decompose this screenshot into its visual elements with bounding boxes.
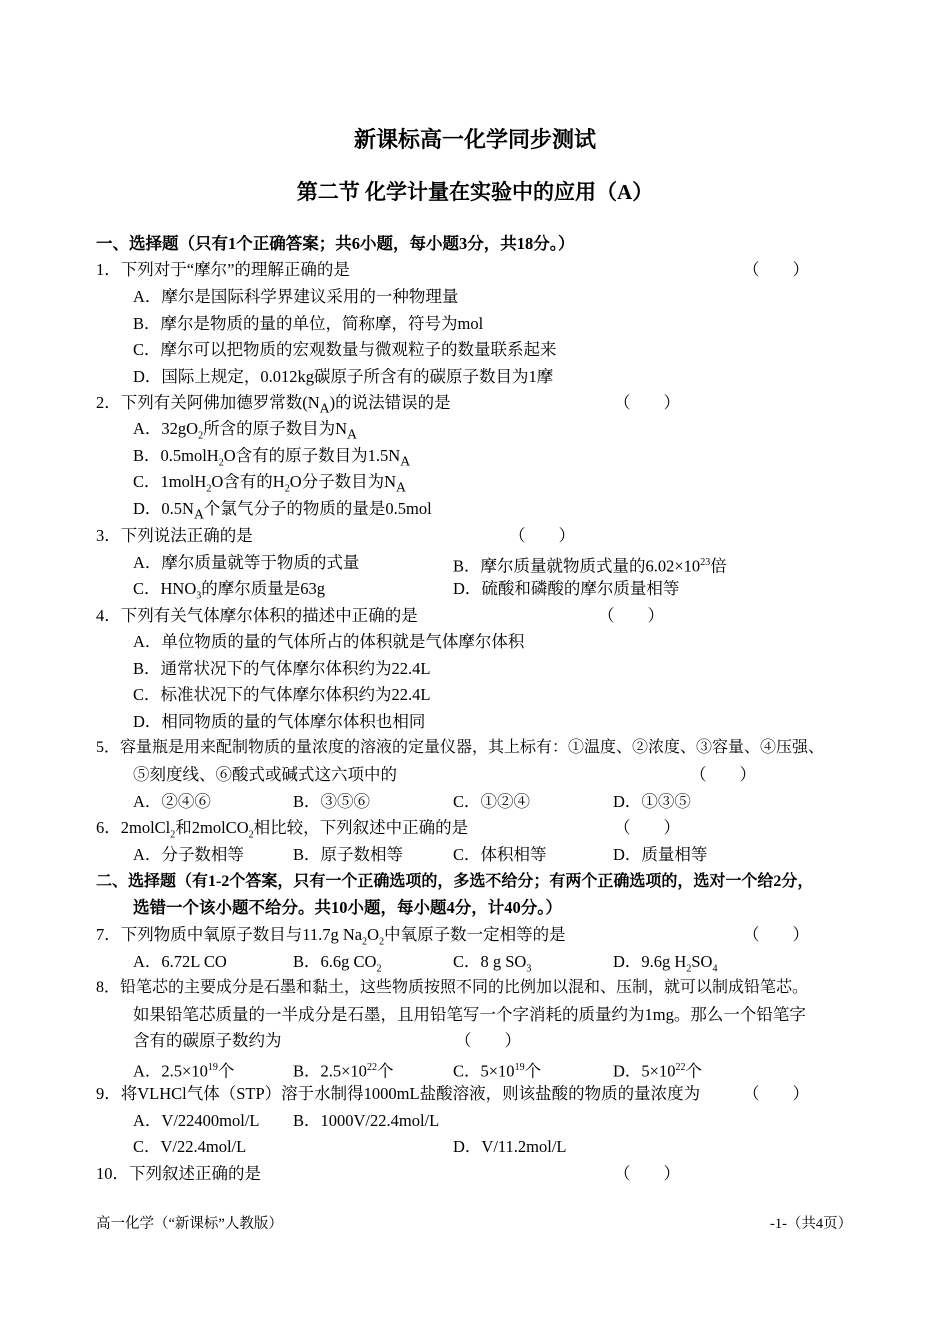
q2-stem-text-end: )的说法错误的是 (329, 393, 451, 412)
question-4-option-a: A．单位物质的量的气体所占的体积就是气体摩尔体积 (133, 632, 525, 651)
q8b-text-end: 个 (376, 1061, 394, 1081)
q2c-sub-3: A (396, 479, 406, 495)
answer-blank-q1: （ ） (743, 260, 809, 279)
section-title: 第二节 化学计量在实验中的应用（A） (296, 180, 654, 204)
q2c-text: C．1molH (133, 472, 207, 491)
q6-text-mid: 和2molCO (175, 818, 249, 837)
q2a-sub: 2 (198, 430, 204, 442)
q3c-text-end: 的摩尔质量是63g (201, 579, 326, 598)
question-7-option-b (293, 951, 381, 980)
q6-sub: 2 (170, 829, 176, 841)
q6-sub-2: 2 (248, 829, 254, 841)
answer-blank-q4: （ ） (598, 606, 664, 625)
q2a-text-mid: 所含的原子数目为N (203, 419, 348, 438)
question-7-option-d (613, 951, 717, 980)
q2b-text-mid: O含有的原子数目为1.5N (223, 446, 401, 465)
q2a-sub-2: A (347, 426, 357, 442)
question-1-option-d: D．国际上规定，0.012kg碳原子所含有的碳原子数目为1摩 (133, 367, 554, 386)
q2b-sub: 2 (218, 457, 224, 469)
question-2-option-d (133, 498, 432, 525)
question-3-option-b (453, 552, 727, 578)
q7-sub: 2 (362, 936, 368, 948)
section-2-heading: 二、选择题（有1-2个答案，只有一个正确选项的，多选不给分；有两个正确选项的，选对一个给2分， (96, 873, 814, 890)
question-9-option-a: A．V/22400mol/L (133, 1111, 260, 1130)
question-5-option-a: A．②④⑥ (133, 792, 211, 811)
question-5-option-c: C．①②④ (453, 792, 531, 811)
question-6-option-c: C．体积相等 (453, 845, 547, 864)
q7-text-end: 中氧原子数一定相等的是 (384, 925, 566, 944)
question-9-option-d: D．V/11.2mol/L (453, 1137, 567, 1156)
q2b-text: B．0.5molH (133, 446, 219, 465)
question-8-option-a (133, 1057, 234, 1083)
question-3-option-a: A．摩尔质量就等于物质的式量 (133, 553, 360, 572)
question-4-option-d: D．相同物质的量的气体摩尔体积也相同 (133, 712, 426, 731)
question-3-stem: 3．下列说法正确的是 (96, 526, 253, 545)
q7c-text: C．8 g SO (453, 952, 527, 971)
q3b-text-end: 倍 (710, 556, 727, 576)
q8d-text: D．5×10 (613, 1061, 676, 1081)
q8a-sup: 19 (207, 1062, 218, 1073)
question-4-stem: 4．下列有关气体摩尔体积的描述中正确的是 (96, 606, 418, 625)
q2d-sub: A (193, 506, 204, 522)
question-7-stem (96, 924, 566, 953)
q8a-text: A．2.5×10 (133, 1061, 208, 1081)
q8c-sup: 19 (514, 1062, 525, 1073)
q8c-text: C．5×10 (453, 1061, 515, 1081)
question-8-option-b (293, 1057, 393, 1083)
question-5-stem-cont: ⑤刻度线、⑥酸式或碱式这六项中的 (133, 765, 397, 784)
question-8-stem-cont: 如果铅笔芯质量的一半成分是石墨，且用铅笔写一个字消耗的质量约为1mg。那么一个铅笔字 (133, 1005, 806, 1024)
q6-text: 6．2molCl (96, 818, 171, 837)
page-title: 新课标高一化学同步测试 (353, 127, 596, 152)
answer-blank-q9: （ ） (743, 1084, 809, 1103)
answer-blank-q8: （ ） (455, 1031, 521, 1050)
q3c-text: C．HNO (133, 579, 197, 598)
question-2-stem (96, 392, 451, 419)
question-1-option-a: A．摩尔是国际科学界建议采用的一种物理量 (133, 287, 459, 306)
question-1-stem: 1．下列对于“摩尔”的理解正确的是 (96, 260, 350, 279)
q2b-sub-2: A (400, 453, 411, 469)
question-8-option-c (453, 1057, 541, 1083)
q8d-text-end: 个 (685, 1061, 702, 1081)
question-6-option-d: D．质量相等 (613, 845, 708, 864)
q3c-sub: 3 (196, 590, 202, 602)
q7d-sub: 2 (686, 963, 692, 975)
question-8-stem: 8．铅笔芯的主要成分是石墨和黏土，这些物质按照不同的比例加以混和、压制，就可以制成铅笔芯。 (96, 979, 809, 996)
answer-blank-q3: （ ） (509, 526, 575, 545)
question-9-option-b: B．1000V/22.4mol/L (293, 1111, 440, 1130)
question-3-option-c (133, 578, 325, 607)
q3b-sup: 23 (700, 557, 711, 568)
question-4-option-b: B．通常状况下的气体摩尔体积约为22.4L (133, 659, 431, 678)
q2c-text-mid-2: O分子数目为N (289, 472, 397, 491)
q7b-text: B．6.6g CO (293, 952, 377, 971)
question-9-option-c: C．V/22.4mol/L (133, 1137, 247, 1156)
question-1-option-b: B．摩尔是物质的量的单位，简称摩，符号为mol (133, 314, 484, 333)
q2c-sub: 2 (206, 483, 212, 495)
q7-sub-2: 2 (379, 936, 385, 948)
q8c-text-end: 个 (524, 1061, 542, 1081)
answer-blank-q6: （ ） (614, 818, 680, 837)
q7d-text-mid: SO (691, 952, 713, 971)
q7d-sub-2: 4 (712, 963, 718, 975)
question-3-option-d: D．硫酸和磷酸的摩尔质量相等 (453, 579, 680, 598)
question-7-option-a: A．6.72L CO (133, 952, 227, 971)
question-2-option-a (133, 418, 357, 447)
question-4-option-c: C．标准状况下的气体摩尔体积约为22.4L (133, 685, 431, 704)
answer-blank-q10: （ ） (614, 1164, 680, 1183)
question-10-stem: 10．下列叙述正确的是 (96, 1164, 261, 1183)
answer-blank-q2: （ ） (614, 393, 680, 412)
question-2-option-b (133, 445, 410, 474)
q2d-text-end: 个氯气分子的物质的量是0.5mol (203, 499, 432, 518)
q3b-text: B．摩尔质量就物质式量的6.02×10 (453, 556, 701, 576)
question-9-stem: 9．将VLHCl气体（STP）溶于水制得1000mL盐酸溶液，则该盐酸的物质的量浓度为 (96, 1084, 701, 1103)
q2a-text: A．32gO (133, 419, 199, 438)
q7-text: 7．下列物质中氧原子数目与11.7g Na (96, 925, 363, 944)
question-8-option-d (613, 1057, 702, 1083)
footer-left: 高一化学（“新课标”人教版） (96, 1216, 283, 1232)
question-5-stem: 5．容量瓶是用来配制物质的量浓度的溶液的定量仪器，其上标有：①温度、②浓度、③容量、④压强、 (96, 739, 825, 756)
question-2-option-c (133, 471, 406, 500)
q8b-sup: 22 (366, 1062, 377, 1073)
section-2-heading-cont: 选错一个该小题不给分。共10小题，每小题4分，计40分。） (133, 898, 562, 917)
question-1-option-c: C．摩尔可以把物质的宏观数量与微观粒子的数量联系起来 (133, 340, 557, 359)
question-7-option-c (453, 951, 531, 980)
question-6-option-b: B．原子数相等 (293, 845, 404, 864)
q2c-sub-2: 2 (284, 483, 290, 495)
q8a-text-end: 个 (217, 1061, 235, 1081)
q8b-text: B．2.5×10 (293, 1061, 367, 1081)
question-5-option-d: D．①③⑤ (613, 792, 691, 811)
question-6-stem (96, 817, 468, 846)
question-5-option-b: B．③⑤⑥ (293, 792, 371, 811)
q2d-text: D．0.5N (133, 499, 194, 518)
question-8-stem-cont-2: 含有的碳原子数约为 (133, 1031, 282, 1050)
q6-text-end: 相比较，下列叙述中正确的是 (253, 818, 469, 837)
answer-blank-q7: （ ） (743, 925, 809, 944)
q7b-sub: 2 (376, 963, 382, 975)
answer-blank-q5: （ ） (690, 765, 756, 784)
section-1-heading: 一、选择题（只有1个正确答案；共6小题，每小题3分，共18分。） (96, 234, 575, 253)
q8d-sup: 22 (675, 1062, 686, 1073)
q7c-sub: 3 (526, 963, 532, 975)
q7d-text: D．9.6g H (613, 952, 687, 971)
question-6-option-a: A．分子数相等 (133, 845, 244, 864)
page-number: -1-（共4页） (770, 1216, 853, 1232)
q2-stem-sub: A (319, 400, 330, 416)
q2-stem-text: 2．下列有关阿佛加德罗常数(N (96, 393, 320, 412)
q7-text-mid: O (367, 925, 380, 944)
q2c-text-mid: O含有的H (211, 472, 285, 491)
